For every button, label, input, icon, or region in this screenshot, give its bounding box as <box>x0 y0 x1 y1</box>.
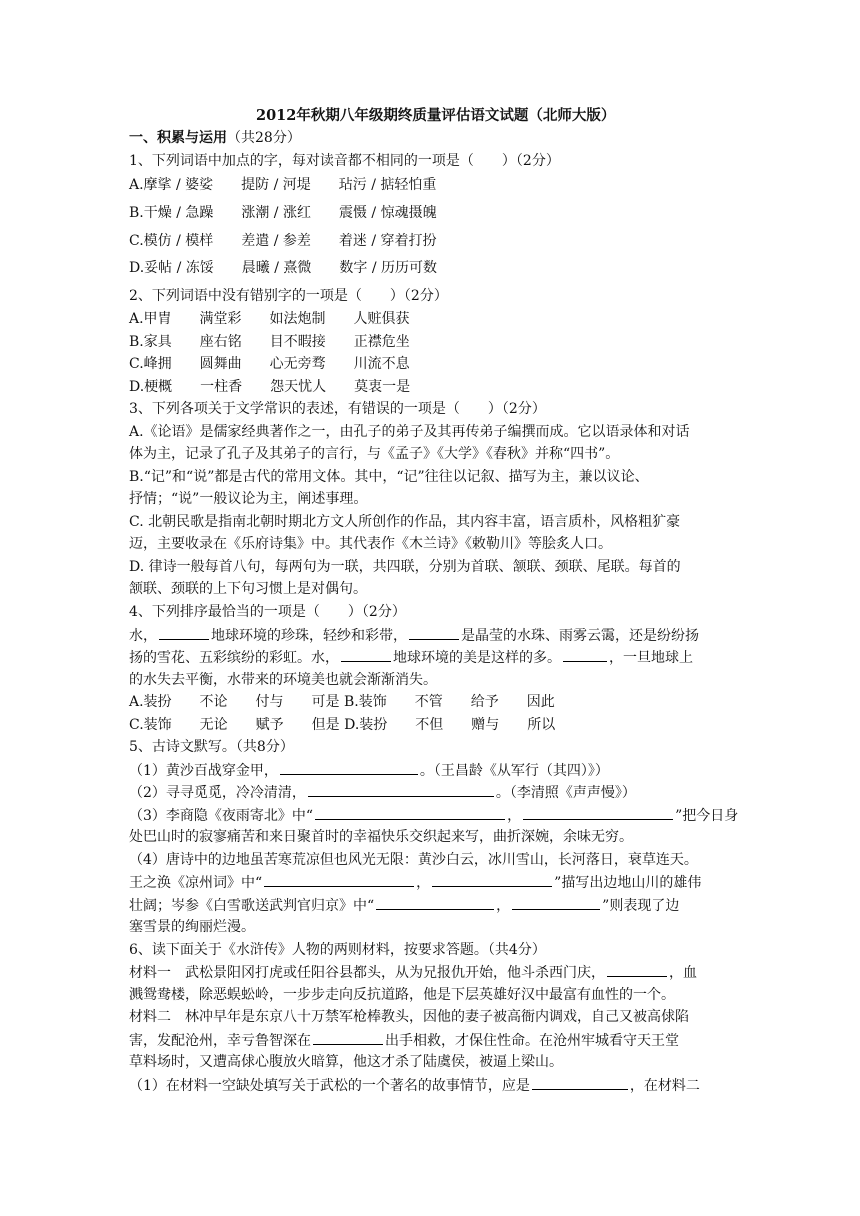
q4-blank-3[interactable] <box>341 647 391 662</box>
q4-text: 水， <box>129 628 157 644</box>
q5-blank-2[interactable] <box>308 782 494 797</box>
q4-passage-line3: 的水失去平衡，水带来的环境美也就会渐渐消失。 <box>129 672 437 688</box>
q1-stem: 1、下列词语中加点的字，每对读音都不相同的一项是（ ）（2分） <box>129 153 560 169</box>
q2-option-d: D.梗概 一柱香 怨天忧人 莫衷一是 <box>129 379 411 395</box>
q5-blank-4c[interactable] <box>376 895 494 910</box>
q5-text: 壮阔；岑参《白雪歌送武判官归京》中“ <box>129 898 375 914</box>
q1-option-a: A.摩挲 / 婆娑 提防 / 河堤 玷污 / 掂轻怕重 <box>129 177 437 193</box>
q5-stem: 5、古诗文默写。（共8分） <box>129 739 294 755</box>
q5-item-3 <box>129 805 738 826</box>
q3-option-a-line2: 体为主，记录了孔子及其弟子的言行，与《孟子》《大学》《春秋》并称“四书”。 <box>129 446 620 462</box>
q5-text: ， <box>416 875 431 891</box>
section-title: 一、积累与运用 <box>129 130 227 146</box>
q6-text: 害，发配沧州，幸亏鲁智深在 <box>129 1033 311 1049</box>
q3-option-b-line1: B.“记”和“说”都是古代的常用文体。其中，“记”往往以记叙、描写为主，兼以议论、 <box>129 469 649 485</box>
q5-item-4: （4）唐诗中的边地虽苦寒荒凉但也风光无限：黄沙白云，冰川雪山，长河落日，衰草连天。 <box>129 852 698 868</box>
q1-option-c: C.模仿 / 模样 差遣 / 参差 着迷 / 穿着打扮 <box>129 233 437 249</box>
q5-blank-3a[interactable] <box>315 805 505 820</box>
q5-text: 。（王昌龄《从军行（其四）》） <box>419 763 609 779</box>
q3-option-d-line1: D. 律诗一般每首八句，每两句为一联，共四联，分别为首联、颔联、颈联、尾联。每首的 <box>129 559 681 575</box>
q1-option-b: B.干燥 / 急躁 涨潮 / 涨红 震慑 / 惊魂摄魄 <box>129 205 437 221</box>
q5-blank-3b[interactable] <box>523 805 673 820</box>
q4-options-ab: A.装扮 不论 付与 可是 B.装饰 不管 给予 因此 <box>129 694 555 710</box>
q4-blank-2[interactable] <box>409 625 459 640</box>
section-heading <box>129 128 301 148</box>
q4-text: 扬的雪花、五彩缤纷的彩虹。水， <box>129 650 339 666</box>
q4-options-cd: C.装饰 无论 赋予 但是 D.装扮 不但 赠与 所以 <box>129 717 556 733</box>
q6-material2-line1: 材料二 林冲早年是东京八十万禁军枪棒教头，因他的妻子被高衙内调戏，自己又被高俅陷 <box>129 1009 689 1025</box>
q1-option-d: D.妥帖 / 冻馁 晨曦 / 熹微 数字 / 历历可数 <box>129 260 438 276</box>
q6-text: 材料一 武松景阳冈打虎或任阳谷县都头，从为兄报仇开始，他斗杀西门庆， <box>129 965 605 981</box>
q2-stem: 2、下列词语中没有错别字的一项是（ ）（2分） <box>129 288 448 304</box>
q4-passage-line2 <box>129 647 693 668</box>
q5-blank-1[interactable] <box>280 760 418 775</box>
q6-material1-line2: 溅鸳鸯楼，除恶蜈蚣岭，一步步走向反抗道路，他是下层英雄好汉中最富有血性的一个。 <box>129 987 675 1003</box>
q3-stem: 3、下列各项关于文学常识的表述，有错误的一项是（ ）（2分） <box>129 401 546 417</box>
q5-text: （3）李商隐《夜雨寄北》中“ <box>129 808 314 824</box>
q6-material1-line1 <box>129 962 697 983</box>
q5-blank-4b[interactable] <box>432 872 552 887</box>
q5-text: 。（李清照《声声慢》） <box>495 785 636 801</box>
q5-text: （2）寻寻觅觅，冷冷清清， <box>129 785 306 801</box>
q6-text: ，在材料二 <box>629 1078 700 1094</box>
q6-text: （1）在材料一空缺处填写关于武松的一个著名的故事情节，应是 <box>129 1078 530 1094</box>
q5-text: ， <box>507 808 522 824</box>
q4-text: ，一旦地球上 <box>609 650 693 666</box>
q6-stem: 6、读下面关于《水浒传》人物的两则材料，按要求答题。（共4分） <box>129 942 546 958</box>
q4-blank-4[interactable] <box>563 647 607 662</box>
q5-item-4-line3 <box>129 895 679 916</box>
q3-option-a-line1: A.《论语》是儒家经典著作之一，由孔子的弟子及其再传弟子编撰而成。它以语录体和对话 <box>129 424 690 440</box>
q5-blank-4a[interactable] <box>264 872 414 887</box>
q5-text: （1）黄沙百战穿金甲， <box>129 763 278 779</box>
q5-item-1 <box>129 760 609 781</box>
q6-material2-line2 <box>129 1030 679 1051</box>
q3-option-b-line2: 抒情；“说”一般议论为主，阐述事理。 <box>129 491 368 507</box>
q2-option-a: A.甲胄 满堂彩 如法炮制 人赃俱获 <box>129 311 410 327</box>
q5-blank-4d[interactable] <box>512 895 600 910</box>
q2-option-b: B.家具 座右铭 目不暇接 正襟危坐 <box>129 334 410 350</box>
q5-text: ”则表现了边 <box>602 898 680 914</box>
q5-text: ， <box>496 898 511 914</box>
q6-material2-line3: 草料场时，又遭高俅心腹放火暗算，他这才杀了陆虞侯，被逼上梁山。 <box>129 1054 563 1070</box>
q5-text: ”把今日身 <box>675 808 739 824</box>
q6-text: ，血 <box>669 965 697 981</box>
q4-text: 地球环境的珍珠，轻纱和彩带， <box>211 628 407 644</box>
q4-stem: 4、下列排序最恰当的一项是（ ）（2分） <box>129 604 406 620</box>
q4-passage-line1 <box>129 625 699 646</box>
q4-text: 地球环境的美是这样的多。 <box>393 650 561 666</box>
q5-text: 王之涣《凉州词》中“ <box>129 875 263 891</box>
q6-blank-3[interactable] <box>532 1075 628 1090</box>
q5-item-4-line4: 塞雪景的绚丽烂漫。 <box>129 919 255 935</box>
q5-item-2 <box>129 782 636 803</box>
q2-option-c: C.峰拥 圆舞曲 心无旁骛 川流不息 <box>129 356 410 372</box>
q4-text: 是晶莹的水珠、雨雾云霭，还是纷纷扬 <box>461 628 699 644</box>
q5-item-4-line2 <box>129 872 701 893</box>
q6-blank-2[interactable] <box>313 1030 383 1045</box>
q4-blank-1[interactable] <box>159 625 209 640</box>
q3-option-c-line1: C. 北朝民歌是指南北朝时期北方文人所创作的作品，其内容丰富，语言质朴，风格粗犷豪 <box>129 514 681 530</box>
q3-option-d-line2: 颔联、颈联的上下句习惯上是对偶句。 <box>129 581 367 597</box>
q5-item-3-cont: 处巴山时的寂寥痛苦和来日聚首时的幸福快乐交织起来写，曲折深婉，余味无穷。 <box>129 829 633 845</box>
exam-title: 2012年秋期八年级期终质量评估语文试题（北师大版） <box>256 107 616 124</box>
q6-text: 出手相救，才保住性命。在沧州牢城看守天王堂 <box>385 1033 679 1049</box>
q6-blank-1[interactable] <box>607 962 667 977</box>
q3-option-c-line2: 迈，主要收录在《乐府诗集》中。其代表作《木兰诗》《敕勒川》等脍炙人口。 <box>129 536 612 552</box>
q6-subquestion-1 <box>129 1075 700 1096</box>
section-score: （共28分） <box>227 130 301 146</box>
q5-text: ”描写出边地山川的雄伟 <box>554 875 702 891</box>
